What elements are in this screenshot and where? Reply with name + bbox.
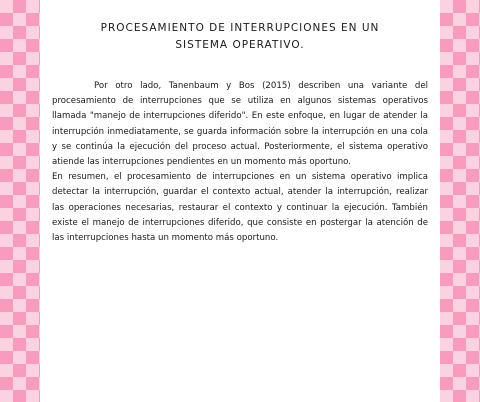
document-title: [40, 20, 440, 54]
checkered-border-right: [440, 0, 480, 402]
paragraph-1: Por otro lado, Tanenbaum y Bos (2015) describen una variante del procesamiento de interrupciones que se utiliza en algunos sistemas operativos llamada "manejo de interrupciones diferido". En este enfoque, en lugar de atender la interrupción inmediatamente, se guarda información sobre la interrupción en una cola y se continúa la ejecución del proceso actual. Posteriormente, el sistema operativo atiende las interrupciones pendientes en un momento más oportuno.: [52, 81, 428, 168]
checkered-border-left: [0, 0, 40, 402]
paragraph-2: En resumen, el procesamiento de interrupciones en un sistema operativo implica detectar la interrupción, guardar el contexto actual, atender la interrupción, realizar las operaciones necesarias, restaurar el contexto y continuar la ejecución. También existe el manejo de interrupciones diferido, que consiste en postergar la atención de las interrupciones hasta un momento más oportuno.: [52, 172, 428, 244]
title-line-2: SISTEMA OPERATIVO.: [175, 39, 305, 51]
document-body: [52, 79, 428, 246]
title-line-1: PROCESAMIENTO DE INTERRUPCIONES EN UN: [100, 22, 380, 34]
document-page: [40, 0, 440, 402]
